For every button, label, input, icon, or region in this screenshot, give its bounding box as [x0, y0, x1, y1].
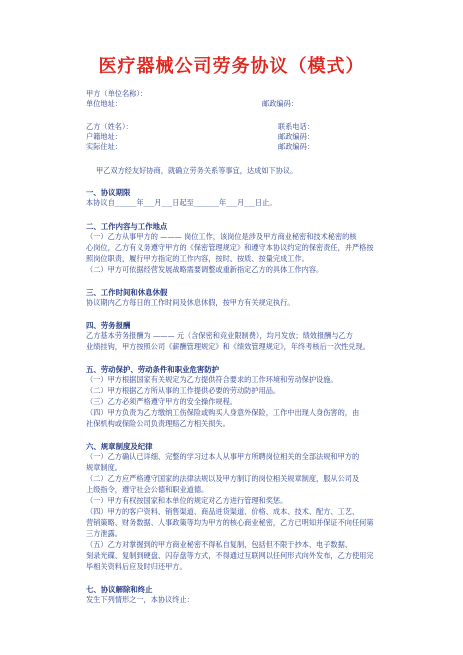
section-heading: 四、劳务报酬 [86, 321, 131, 330]
section-line: 社保机构或保险公司负责理赔乙方相关损失。 [86, 419, 230, 428]
section-line: 心岗位，乙方有义务遵守甲方的《保密管理规定》和遵守本协议约定的保密责任，并严格按 [86, 243, 374, 252]
section-line: 营销策略、财务数据、人事政策等均为甲方的核心商业秘密，乙方已明知并保证不向任何第 [86, 518, 374, 527]
intro-text: 甲乙双方经友好协商，就确立劳务关系等事宜，达成如下协议。 [96, 166, 298, 175]
section-line: （一）乙方从事甲方的 ——— 岗位工作，该岗位是涉及甲方商业秘密和技术秘密的核 [86, 232, 357, 241]
section-heading: 六、规章制度及纪律 [86, 442, 153, 451]
section-line: （五）乙方对掌握到的甲方商业秘密不得私自复制，包括但不限于抄本、电子数据、 [86, 540, 352, 549]
party-a-postcode: 邮政编码： [262, 99, 298, 108]
section-line: 协议期内乙方每日的工作时间及休息休假，按甲方有关规定执行。 [86, 298, 295, 307]
party-b-name: 乙方（姓名）： [86, 122, 133, 131]
section-line: 上级指令，遵守社会公德和职业道德。 [86, 485, 209, 494]
party-b-residence: 实际住址： [86, 142, 122, 151]
section-line: 发生下列情形之一，本协议终止： [86, 595, 194, 604]
party-a-address: 单位地址： [86, 99, 122, 108]
section-heading: 七、协议解除和终止 [86, 585, 153, 594]
party-b-hukou: 户籍地址： [86, 132, 122, 141]
section-heading: 三、工作时间和休息休假 [86, 288, 168, 297]
section-line: 业绩挂钩，甲方按照公司《薪酬管理规定》和《绩效管理规定》，年终考核后一次性兑现。 [86, 342, 370, 351]
section-line: 照岗位职责，履行甲方指定的工作内容，按时、按质、按量完成工作。 [86, 254, 309, 263]
section-line: 三方泄露。 [86, 529, 122, 538]
section-line: （二）甲方可依据经营发展战略需要调整或重新指定乙方的具体工作内容。 [86, 265, 324, 274]
section-heading: 五、劳动保护、劳动条件和职业危害防护 [86, 365, 220, 374]
section-line: 毕相关资料后应及时归还甲方。 [86, 562, 187, 571]
section-line: （二）乙方应严格遵守国家的法律法规以及甲方制订的岗位相关规章制度，服从公司及 [86, 474, 360, 483]
section-line: （三）乙方必须严格遵守甲方的安全操作规程。 [86, 397, 237, 406]
section-line: （一）乙方确认已详细、完整的学习过本人从事甲方所聘岗位相关的全部法规和甲方的 [86, 452, 360, 461]
document-title: 医疗器械公司劳务协议（模式） [98, 56, 365, 77]
section-line: 规章制度。 [86, 463, 122, 472]
section-line: （二）甲方根据乙方所从事的工作提供必要的劳动防护用品。 [86, 386, 281, 395]
party-a-name: 甲方（单位名称）： [86, 89, 148, 98]
section-heading: 二、工作内容与工作地点 [86, 222, 168, 231]
party-b-contact: 联系电话： [278, 122, 314, 131]
party-b-residence-postcode: 邮政编码： [278, 142, 314, 151]
section-line: （一）甲方有权按国家和本单位的规定对乙方进行管理和奖惩。 [86, 496, 288, 505]
section-line: （四）甲方负责为乙方缴纳工伤保险或购买人身意外保险，工作中出现人身伤害的，由 [86, 408, 360, 417]
section-line: 本协议自______年___月___日起至_______年___月___日止。 [86, 198, 277, 207]
section-line: （四）甲方的客户资料、销售渠道、商品进货渠道、价格、成本、技术、配方、工艺、 [86, 507, 360, 516]
party-b-hukou-postcode: 邮政编码： [278, 132, 314, 141]
section-line: 乙方基本劳务报酬为 ——— 元（含保密和竞业限制费），均月发放；绩效报酬与乙方 [86, 331, 353, 340]
section-line: （一）甲方根据国家有关规定为乙方提供符合要求的工作环境和劳动保护设施。 [86, 375, 338, 384]
section-heading: 一、协议期限 [86, 188, 131, 197]
section-line: 刻录光碟、复制到硬盘、闪存盘等方式，不得通过互联网以任何形式向外发布，乙方使用完 [86, 551, 374, 560]
